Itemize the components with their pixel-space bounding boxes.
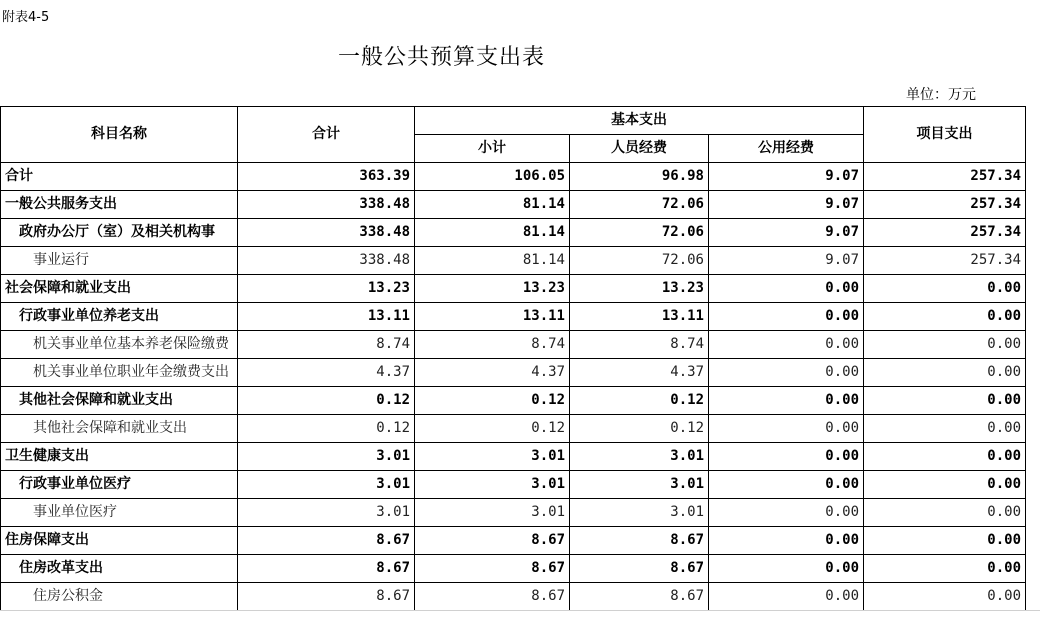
cell-total[interactable]: 338.48 xyxy=(238,191,415,219)
table-row xyxy=(1,443,1026,471)
cell-name[interactable]: 住房保障支出 xyxy=(1,527,238,555)
cell-total[interactable]: 4.37 xyxy=(238,359,415,387)
cell-total[interactable]: 3.01 xyxy=(238,499,415,527)
cell-subtotal[interactable]: 81.14 xyxy=(415,247,570,275)
cell-total[interactable]: 338.48 xyxy=(238,219,415,247)
cell-name[interactable]: 行政事业单位养老支出 xyxy=(1,303,238,331)
cell-total[interactable]: 363.39 xyxy=(238,163,415,191)
cell-subtotal[interactable]: 3.01 xyxy=(415,471,570,499)
header-subtotal[interactable]: 小计 xyxy=(415,135,570,163)
cell-total[interactable]: 8.74 xyxy=(238,331,415,359)
cell-personnel[interactable]: 0.12 xyxy=(570,415,709,443)
cell-subtotal[interactable]: 8.67 xyxy=(415,527,570,555)
cell-subtotal[interactable]: 81.14 xyxy=(415,191,570,219)
cell-public[interactable]: 0.00 xyxy=(709,359,864,387)
cell-name[interactable]: 一般公共服务支出 xyxy=(1,191,238,219)
cell-project[interactable]: 0.00 xyxy=(864,359,1026,387)
page-title: 一般公共预算支出表 xyxy=(338,45,546,70)
cell-public[interactable]: 0.00 xyxy=(709,555,864,583)
cell-personnel[interactable]: 13.23 xyxy=(570,275,709,303)
header-public[interactable]: 公用经费 xyxy=(709,135,864,163)
cell-subtotal[interactable]: 8.67 xyxy=(415,555,570,583)
cell-total[interactable]: 0.12 xyxy=(238,387,415,415)
unit-label: 单位：万元 xyxy=(906,87,976,103)
cell-subtotal[interactable]: 0.12 xyxy=(415,387,570,415)
table-row xyxy=(1,219,1026,247)
table-row xyxy=(1,275,1026,303)
cell-name[interactable]: 住房改革支出 xyxy=(1,555,238,583)
table-row xyxy=(1,583,1026,611)
table-row xyxy=(1,359,1026,387)
cell-name[interactable]: 住房公积金 xyxy=(1,583,238,611)
cell-subtotal[interactable]: 13.23 xyxy=(415,275,570,303)
cell-total[interactable]: 13.11 xyxy=(238,303,415,331)
cell-name[interactable]: 卫生健康支出 xyxy=(1,443,238,471)
cell-subtotal[interactable]: 106.05 xyxy=(415,163,570,191)
cell-subtotal[interactable]: 8.74 xyxy=(415,331,570,359)
table-row xyxy=(1,527,1026,555)
cell-public[interactable]: 0.00 xyxy=(709,387,864,415)
cell-name[interactable]: 行政事业单位医疗 xyxy=(1,471,238,499)
cell-total[interactable]: 13.23 xyxy=(238,275,415,303)
cell-total[interactable]: 8.67 xyxy=(238,583,415,611)
table-row xyxy=(1,387,1026,415)
cell-personnel[interactable]: 72.06 xyxy=(570,247,709,275)
cell-project[interactable]: 0.00 xyxy=(864,471,1026,499)
header-total[interactable]: 合计 xyxy=(238,107,415,163)
cell-subtotal[interactable]: 3.01 xyxy=(415,499,570,527)
cell-public[interactable]: 0.00 xyxy=(709,527,864,555)
cell-name[interactable]: 政府办公厅（室）及相关机构事 xyxy=(1,219,238,247)
cell-public[interactable]: 0.00 xyxy=(709,331,864,359)
cell-project[interactable]: 0.00 xyxy=(864,443,1026,471)
header-row-top xyxy=(1,107,1026,135)
cell-personnel[interactable]: 72.06 xyxy=(570,191,709,219)
table-row xyxy=(1,191,1026,219)
cell-project[interactable]: 0.00 xyxy=(864,583,1026,611)
cell-public[interactable]: 0.00 xyxy=(709,471,864,499)
cell-project[interactable]: 0.00 xyxy=(864,499,1026,527)
table-row xyxy=(1,247,1026,275)
cell-public[interactable]: 0.00 xyxy=(709,499,864,527)
bottom-divider xyxy=(0,610,1040,611)
header-name[interactable]: 科目名称 xyxy=(1,107,238,163)
cell-public[interactable]: 0.00 xyxy=(709,275,864,303)
cell-public[interactable]: 9.07 xyxy=(709,191,864,219)
cell-project[interactable]: 0.00 xyxy=(864,555,1026,583)
cell-personnel[interactable]: 8.67 xyxy=(570,555,709,583)
cell-project[interactable]: 257.34 xyxy=(864,247,1026,275)
cell-project[interactable]: 0.00 xyxy=(864,527,1026,555)
cell-total[interactable]: 3.01 xyxy=(238,443,415,471)
sheet-label: 附表4-5 xyxy=(2,10,50,25)
cell-name[interactable]: 其他社会保障和就业支出 xyxy=(1,387,238,415)
cell-public[interactable]: 0.00 xyxy=(709,583,864,611)
cell-project[interactable]: 257.34 xyxy=(864,191,1026,219)
cell-subtotal[interactable]: 4.37 xyxy=(415,359,570,387)
cell-public[interactable]: 9.07 xyxy=(709,163,864,191)
cell-total[interactable]: 338.48 xyxy=(238,247,415,275)
cell-public[interactable]: 0.00 xyxy=(709,443,864,471)
cell-project[interactable]: 0.00 xyxy=(864,331,1026,359)
table-row xyxy=(1,555,1026,583)
table-row xyxy=(1,471,1026,499)
cell-name[interactable]: 合计 xyxy=(1,163,238,191)
cell-total[interactable]: 0.12 xyxy=(238,415,415,443)
table-row xyxy=(1,163,1026,191)
cell-personnel[interactable]: 96.98 xyxy=(570,163,709,191)
table-row xyxy=(1,499,1026,527)
table-row xyxy=(1,331,1026,359)
budget-table xyxy=(0,106,1026,611)
cell-name[interactable]: 其他社会保障和就业支出 xyxy=(1,415,238,443)
cell-project[interactable]: 257.34 xyxy=(864,219,1026,247)
header-personnel[interactable]: 人员经费 xyxy=(570,135,709,163)
cell-personnel[interactable]: 0.12 xyxy=(570,387,709,415)
cell-name[interactable]: 事业运行 xyxy=(1,247,238,275)
cell-public[interactable]: 0.00 xyxy=(709,415,864,443)
cell-total[interactable]: 8.67 xyxy=(238,527,415,555)
cell-subtotal[interactable]: 13.11 xyxy=(415,303,570,331)
table-body xyxy=(1,163,1026,611)
cell-total[interactable]: 8.67 xyxy=(238,555,415,583)
cell-personnel[interactable]: 3.01 xyxy=(570,499,709,527)
cell-personnel[interactable]: 8.67 xyxy=(570,527,709,555)
cell-name[interactable]: 机关事业单位职业年金缴费支出 xyxy=(1,359,238,387)
cell-personnel[interactable]: 72.06 xyxy=(570,219,709,247)
cell-total[interactable]: 3.01 xyxy=(238,471,415,499)
cell-project[interactable]: 0.00 xyxy=(864,387,1026,415)
header-project[interactable]: 项目支出 xyxy=(864,107,1026,163)
cell-personnel[interactable]: 4.37 xyxy=(570,359,709,387)
cell-project[interactable]: 0.00 xyxy=(864,303,1026,331)
cell-personnel[interactable]: 8.67 xyxy=(570,583,709,611)
table-row xyxy=(1,303,1026,331)
cell-public[interactable]: 0.00 xyxy=(709,303,864,331)
cell-name[interactable]: 社会保障和就业支出 xyxy=(1,275,238,303)
cell-project[interactable]: 257.34 xyxy=(864,163,1026,191)
cell-personnel[interactable]: 3.01 xyxy=(570,471,709,499)
cell-subtotal[interactable]: 8.67 xyxy=(415,583,570,611)
cell-name[interactable]: 机关事业单位基本养老保险缴费 xyxy=(1,331,238,359)
cell-subtotal[interactable]: 3.01 xyxy=(415,443,570,471)
cell-project[interactable]: 0.00 xyxy=(864,415,1026,443)
cell-subtotal[interactable]: 0.12 xyxy=(415,415,570,443)
cell-name[interactable]: 事业单位医疗 xyxy=(1,499,238,527)
cell-public[interactable]: 9.07 xyxy=(709,219,864,247)
header-basic[interactable]: 基本支出 xyxy=(415,107,864,135)
cell-personnel[interactable]: 13.11 xyxy=(570,303,709,331)
cell-personnel[interactable]: 3.01 xyxy=(570,443,709,471)
cell-public[interactable]: 9.07 xyxy=(709,247,864,275)
cell-subtotal[interactable]: 81.14 xyxy=(415,219,570,247)
table-row xyxy=(1,415,1026,443)
cell-personnel[interactable]: 8.74 xyxy=(570,331,709,359)
cell-project[interactable]: 0.00 xyxy=(864,275,1026,303)
